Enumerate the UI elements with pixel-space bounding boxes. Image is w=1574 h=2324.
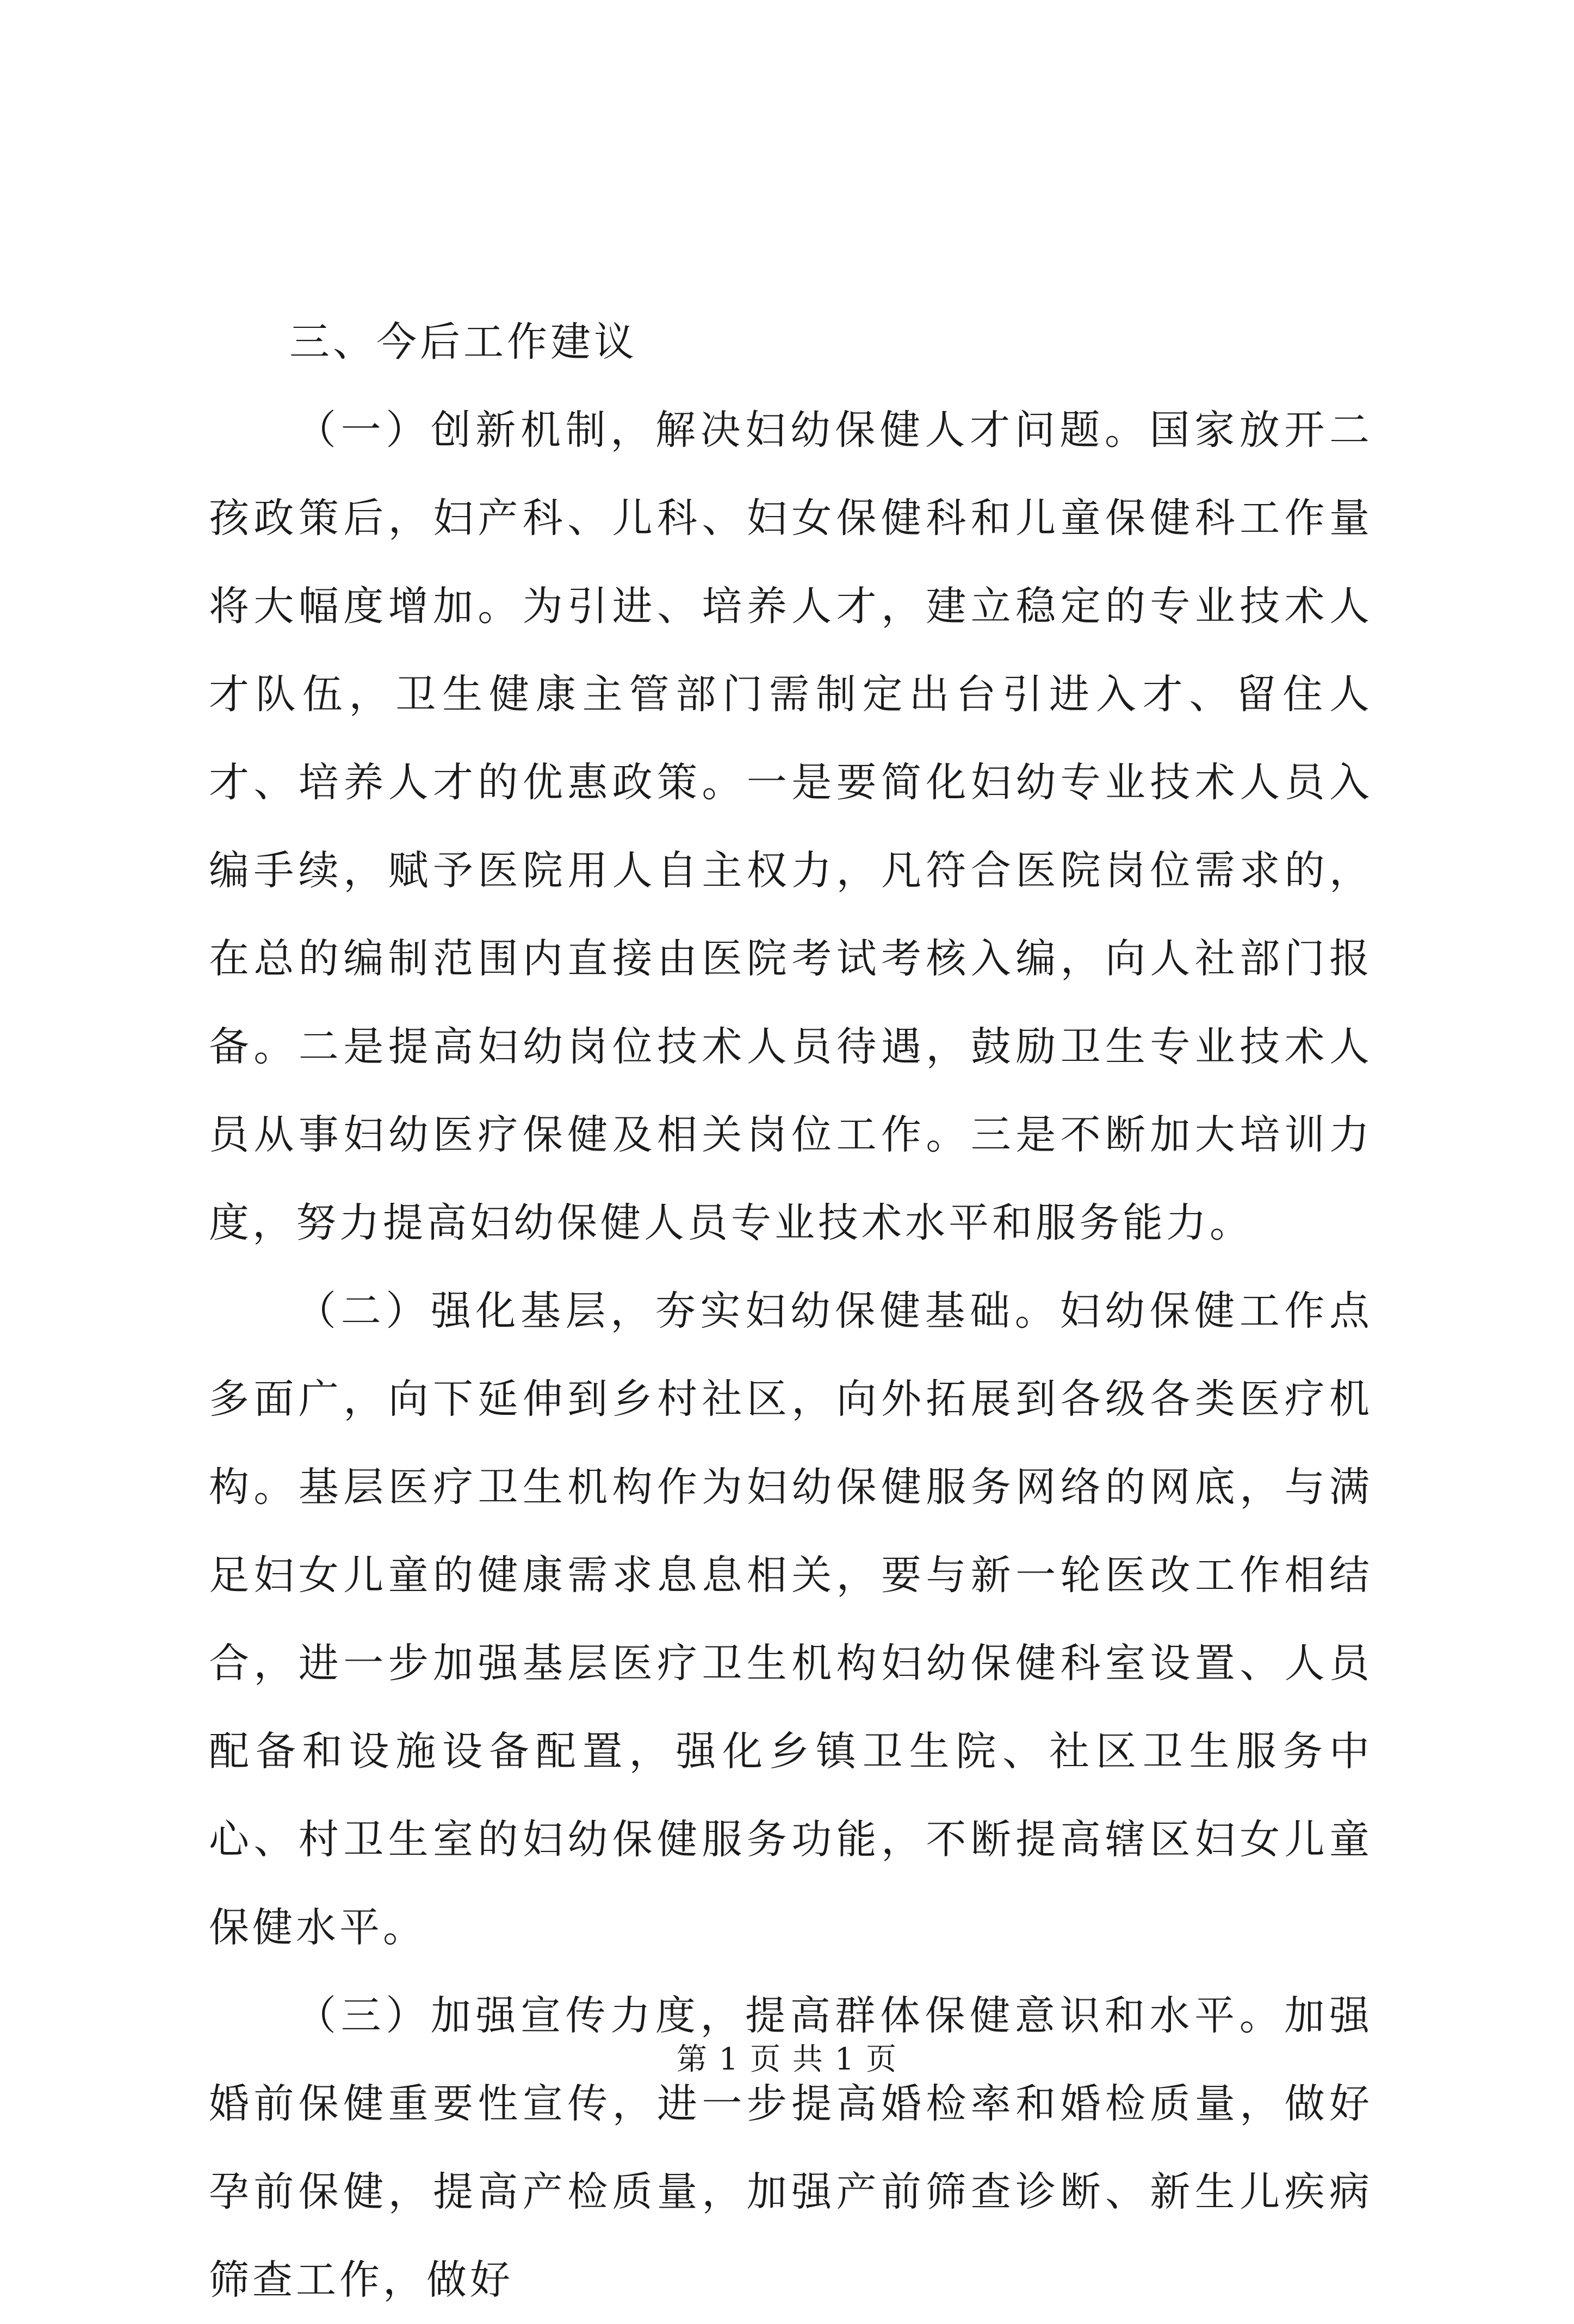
page-footer: 第 1 页 共 1 页: [676, 2042, 898, 2077]
paragraph-1: （一）创新机制，解决妇幼保健人才问题。国家放开二孩政策后，妇产科、儿科、妇女保健科和儿童保健科工作量将大幅度增加。为引进、培养人才，建立稳定的专业技术人才队伍，卫生健康主管部门需制定出台引进入才、留住人才、培养人才的优惠政策。一是要简化妇幼专业技术人员入编手续，赋予医院用人自主权力，凡符合医院岗位需求的，在总的编制范围内直接由医院考试考核入编，向人社部门报备。二是提高妇幼岗位技术人员待遇，鼓励卫生专业技术人员从事妇幼医疗保健及相关岗位工作。三是不断加大培训力度，努力提高妇幼保健人员专业技术水平和服务能力。: [209, 407, 1373, 1246]
document-body: [209, 298, 1373, 2324]
paragraph-2: （二）强化基层，夯实妇幼保健基础。妇幼保健工作点多面广，向下延伸到乡村社区，向外拓展到各级各类医疗机构。基层医疗卫生机构作为妇幼保健服务网络的网底，与满足妇女儿童的健康需求息息相关，要与新一轮医改工作相结合，进一步加强基层医疗卫生机构妇幼保健科室设置、人员配备和设施设备配置，强化乡镇卫生院、社区卫生服务中心、村卫生室的妇幼保健服务功能，不断提高辖区妇女儿童保健水平。: [209, 1288, 1373, 1951]
paragraph-3: （三）加强宣传力度，提高群体保健意识和水平。加强婚前保健重要性宣传，进一步提高婚检率和婚检质量，做好孕前保健，提高产检质量，加强产前筛查诊断、新生儿疾病筛查工作，做好: [209, 1992, 1373, 2303]
section-heading: 三、今后工作建议: [289, 319, 637, 365]
